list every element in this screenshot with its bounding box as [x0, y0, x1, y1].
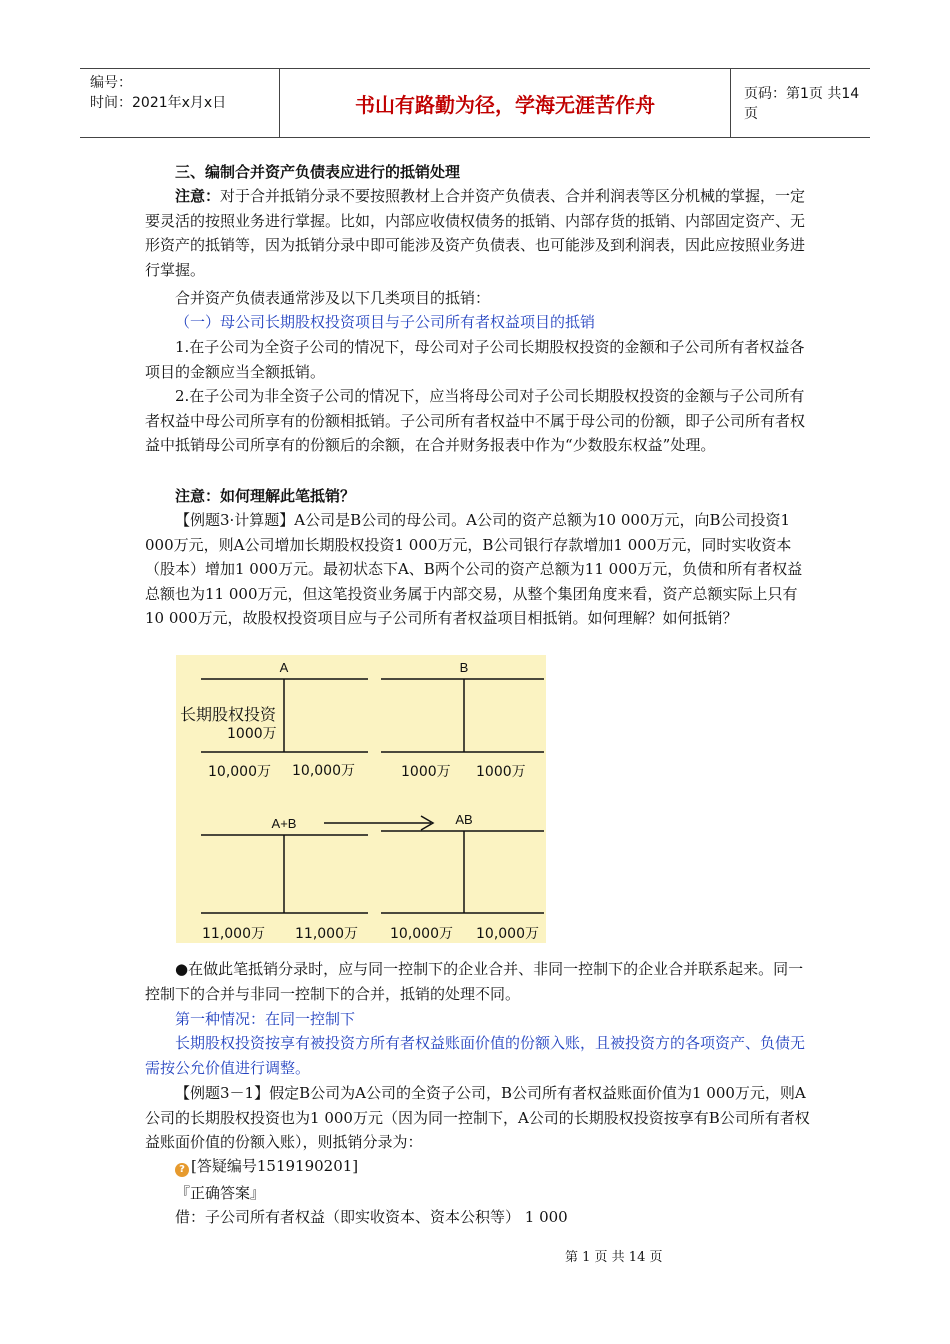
- apb-left-total: 11,000万: [202, 926, 265, 942]
- a-item-label: 长期股权投资: [180, 705, 277, 724]
- point-2: 2.在子公司为非全资子公司的情况下，应当将母公司对子公司长期股权投资的金额与子公司所有者权益中母公司所享有的份额相抵销。子公司所有者权益中不属于母公司的份额，即子公司所有者权益中抵销母公司所享有的份额后的余额，在合并财务报表中作为“少数股东权益”处理。: [145, 387, 806, 454]
- footer-page-text: 第 1 页 共 14 页: [565, 1250, 663, 1265]
- question-icon[interactable]: ?: [175, 1163, 189, 1177]
- answer-label: 『正确答案』: [175, 1184, 266, 1202]
- point-1: 1.在子公司为全资子公司的情况下，母公司对子公司长期股权投资的金额和子公司所有者权益各项目的金额应当全额抵销。: [145, 338, 805, 381]
- example-3: 【例题3·计算题】A公司是B公司的母公司。A公司的资产总额为10 000万元，向B公司投资1 000万元，则A公司增加长期股权投资1 000万元，B公司银行存款增加1 000万元，同时实收资本（股本）增加1 000万元。最初状态下A、B两个公司的资产总额为11 000万元，负债和所有者权益总额也为11 000万元，但这笔投资业务属于内部交易，从整个集团角度来看，资产总额实际上只有10 000万元，故股权投资项目应与子公司所有者权益项目相抵销。如何理解？如何抵销？: [145, 511, 803, 627]
- header-motto: 书山有路勤为径，学海无涯苦作舟: [280, 69, 731, 137]
- a-title: A: [279, 660, 289, 675]
- note-paragraph: [145, 184, 810, 282]
- ab-right-total: 10,000万: [476, 926, 539, 942]
- ab-title: AB: [455, 812, 473, 827]
- note-label: 注意：: [175, 187, 221, 205]
- intro-paragraph: 合并资产负债表通常涉及以下几类项目的抵销：: [175, 289, 491, 307]
- example-3-1: 【例题3－1】假定B公司为A公司的全资子公司，B公司所有者权益账面价值为1 000万元，则A公司的长期股权投资也为1 000万元（因为同一控制下，A公司的长期股权投资按享有B公司所有者权益账面价值的份额入账），则抵销分录为：: [145, 1084, 810, 1151]
- subsection-title: （一）母公司长期股权投资项目与子公司所有者权益项目的抵销: [175, 313, 596, 331]
- bullet-paragraph: ●在做此笔抵销分录时，应与同一控制下的企业合并、非同一控制下的企业合并联系起来。同一控制下的合并与非同一控制下的合并，抵销的处理不同。: [145, 960, 804, 1003]
- note-2: 注意：如何理解此笔抵销？: [175, 487, 356, 505]
- qa-number: [答疑编号1519190201]: [191, 1157, 359, 1175]
- header-left-cell: [80, 69, 280, 137]
- section-title: 三、编制合并资产负债表应进行的抵销处理: [175, 163, 461, 181]
- t-account-diagram: [176, 655, 546, 943]
- b-title: B: [459, 660, 469, 675]
- diagram-svg: [176, 655, 546, 943]
- case-1-title: 第一种情况：在同一控制下: [175, 1010, 356, 1028]
- header-page-label: 页码：第1页 共14页: [744, 86, 860, 122]
- a-left-total: 10,000万: [208, 764, 271, 780]
- a-item-amount: 1000万: [227, 726, 277, 742]
- a-right-total: 10,000万: [292, 763, 355, 779]
- note-text: 对于合并抵销分录不要按照教材上合并资产负债表、合并利润表等区分机械的掌握，一定要灵活的按照业务进行掌握。比如，内部应收债权债务的抵销、内部存货的抵销、内部固定资产、无形资产的抵销等，因为抵销分录中即可能涉及资产负债表、也可能涉及到利润表，因此应按照业务进行掌握。: [145, 187, 806, 279]
- serial-label: 编号：: [90, 75, 132, 91]
- page-header: [80, 68, 870, 138]
- case-1-text: 长期股权投资按享有被投资方所有者权益账面价值的份额入账，且被投资方的各项资产、负债无需按公允价值进行调整。: [145, 1034, 806, 1077]
- qa-line: [145, 1154, 810, 1179]
- b-right-total: 1000万: [476, 764, 526, 780]
- b-left-total: 1000万: [401, 764, 451, 780]
- apb-right-total: 11,000万: [295, 926, 358, 942]
- apb-title: A+B: [271, 816, 297, 831]
- debit-entry: 借：子公司所有者权益（即实收资本、资本公积等） 1 000: [175, 1208, 568, 1226]
- time-label: 时间：2021年x月x日: [90, 95, 227, 111]
- ab-left-total: 10,000万: [390, 926, 453, 942]
